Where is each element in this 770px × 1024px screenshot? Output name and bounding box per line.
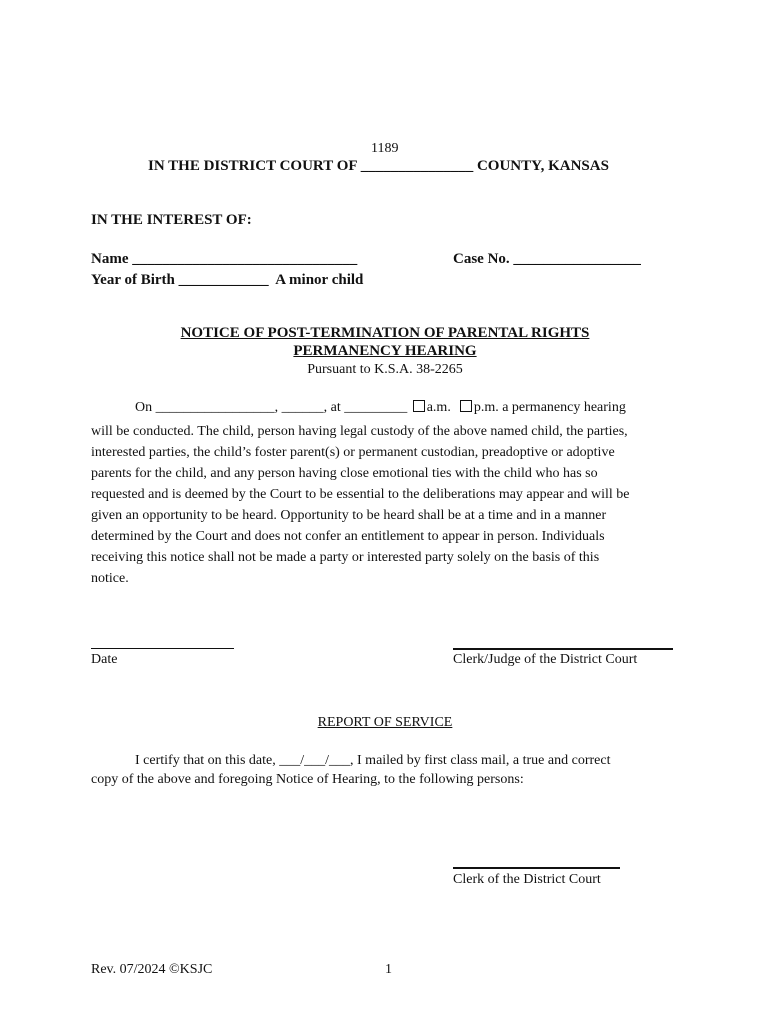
report-line2: copy of the above and foregoing Notice of Hearing, to the following persons:	[91, 772, 524, 787]
notice-body-line: notice.	[91, 571, 129, 586]
clerk-judge-label: Clerk/Judge of the District Court	[453, 652, 638, 667]
notice-body-line: parents for the child, and any person having close emotional ties with the child who has so	[91, 466, 598, 481]
revision-footer: Rev. 07/2024 ©KSJC	[91, 962, 213, 977]
clerk-label: Clerk of the District Court	[453, 872, 601, 887]
page-number: 1	[385, 962, 392, 977]
notice-body	[91, 421, 691, 589]
pursuant-line: Pursuant to K.S.A. 38-2265	[307, 362, 463, 377]
date-label: Date	[91, 652, 118, 667]
notice-body-line: given an opportunity to be heard. Opportunity to be heard shall be at a time and in a manner	[91, 508, 607, 523]
pm-checkbox[interactable]	[460, 400, 472, 412]
date-signature-line[interactable]	[91, 648, 234, 649]
clerk-judge-signature-line[interactable]	[453, 648, 673, 650]
clerk-signature-line[interactable]	[453, 867, 620, 869]
case-number-line: Case No. _________________	[453, 251, 641, 267]
court-title: IN THE DISTRICT COURT OF _______________ COUNTY, KANSAS	[148, 158, 609, 174]
hearing-date-line	[135, 400, 626, 416]
report-title: REPORT OF SERVICE	[317, 715, 453, 730]
notice-body-line: receiving this notice shall not be made a party or interested party solely on the basis of this	[91, 550, 600, 565]
am-label: a.m.	[426, 400, 451, 415]
hearing-date-text: On _________________, ______, at _________	[135, 400, 408, 415]
report-line1: I certify that on this date, ___/___/___, I mailed by first class mail, a true and correct	[135, 753, 611, 768]
am-checkbox[interactable]	[413, 400, 425, 412]
notice-body-line: requested and is deemed by the Court to be essential to the deliberations may appear and will be	[91, 487, 630, 502]
notice-body-line: will be conducted. The child, person having legal custody of the above named child, the parties,	[91, 424, 628, 439]
year-of-birth-line: Year of Birth ____________ A minor child	[91, 272, 364, 288]
pm-label: p.m. a permanency hearing	[473, 400, 626, 415]
notice-title-line1: NOTICE OF POST-TERMINATION OF PARENTAL RIGHTS	[180, 325, 590, 341]
interest-label: IN THE INTEREST OF:	[91, 212, 252, 228]
notice-body-line: determined by the Court and does not confer an entitlement to appear in person. Individuals	[91, 529, 605, 544]
notice-body-line: interested parties, the child’s foster parent(s) or permanent custodian, preadoptive or adoptive	[91, 445, 615, 460]
form-number: 1189	[371, 141, 399, 156]
notice-title-line2: PERMANENCY HEARING	[293, 343, 477, 359]
name-field-line: Name ______________________________	[91, 251, 358, 267]
